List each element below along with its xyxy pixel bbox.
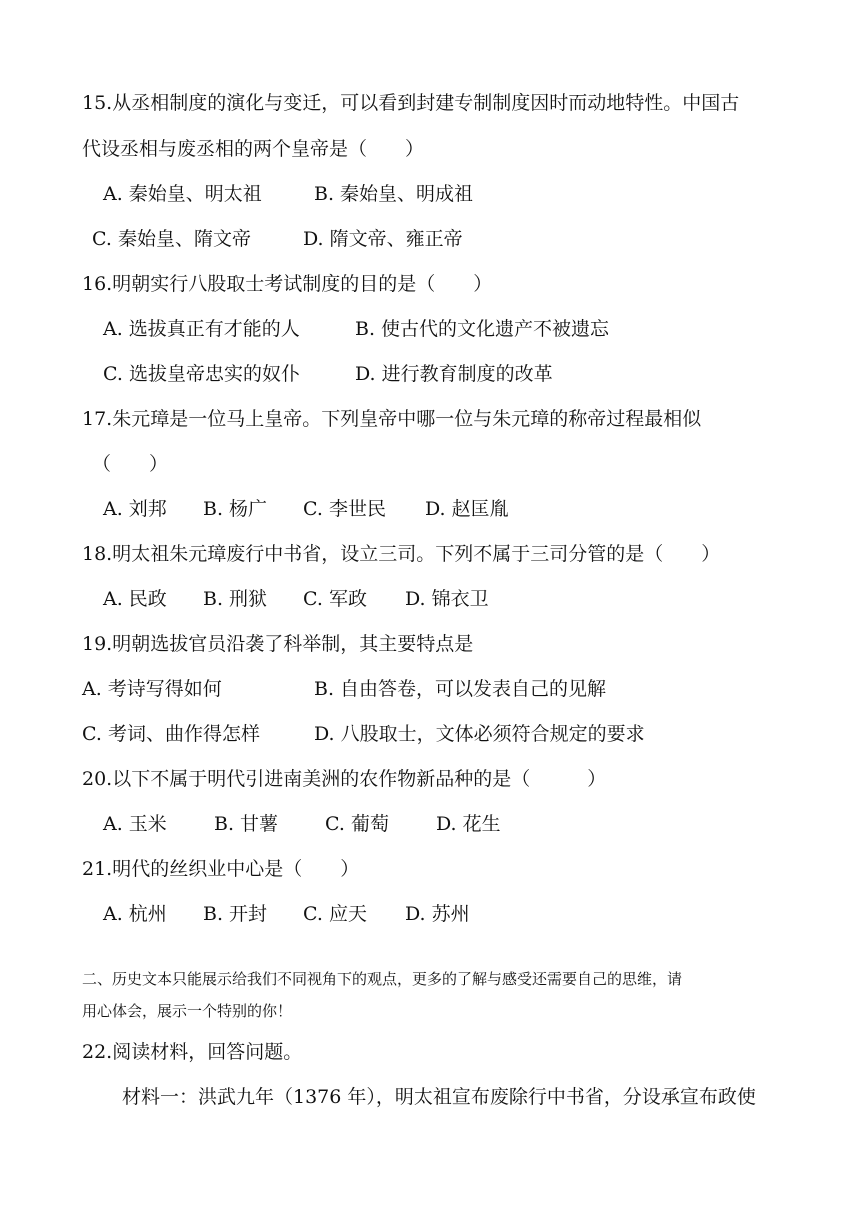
- question-17-stem-line-1: 17.朱元璋是一位马上皇帝。下列皇帝中哪一位与朱元璋的称帝过程最相似: [82, 408, 702, 430]
- question-20-stem: 20.以下不属于明代引进南美洲的农作物新品种的是（ ）: [82, 768, 607, 790]
- question-18-option-b: B. 刑狱: [203, 588, 268, 610]
- question-17-option-a: A. 刘邦: [103, 498, 167, 520]
- question-16-option-c: C. 选拔皇帝忠实的奴仆: [103, 363, 300, 385]
- question-15-option-b: B. 秦始皇、明成祖: [314, 183, 474, 205]
- question-18-option-d: D. 锦衣卫: [405, 588, 489, 610]
- question-16-option-a: A. 选拔真正有才能的人: [103, 318, 300, 340]
- question-21-option-d: D. 苏州: [405, 903, 470, 925]
- question-18-stem: 18.明太祖朱元璋废行中书省，设立三司。下列不属于三司分管的是（ ）: [82, 543, 721, 565]
- question-15-stem-line-2: 代设丞相与废丞相的两个皇帝是（ ）: [82, 138, 425, 160]
- question-18-option-c: C. 军政: [303, 588, 367, 610]
- question-20-option-a: A. 玉米: [103, 813, 167, 835]
- question-19-option-b: B. 自由答卷，可以发表自己的见解: [314, 678, 607, 700]
- question-19-option-c: C. 考词、曲作得怎样: [82, 723, 260, 745]
- question-21-option-c: C. 应天: [303, 903, 367, 925]
- question-19-option-d: D. 八股取士，文体必须符合规定的要求: [314, 723, 645, 745]
- question-17-option-c: C. 李世民: [303, 498, 386, 520]
- question-15-option-c: C. 秦始皇、隋文帝: [92, 228, 251, 250]
- question-15-option-a: A. 秦始皇、明太祖: [103, 183, 262, 205]
- question-20-option-b: B. 甘薯: [214, 813, 279, 835]
- question-20-option-d: D. 花生: [436, 813, 501, 835]
- question-22-title: 22.阅读材料，回答问题。: [82, 1041, 303, 1063]
- question-19-stem: 19.明朝选拔官员沿袭了科举制，其主要特点是: [82, 633, 474, 655]
- question-16-option-d: D. 进行教育制度的改革: [355, 363, 553, 385]
- question-17-option-d: D. 赵匡胤: [425, 498, 509, 520]
- question-19-option-a: A. 考诗写得如何: [82, 678, 222, 700]
- question-21-stem: 21.明代的丝织业中心是（ ）: [82, 858, 360, 880]
- question-16-option-b: B. 使古代的文化遗产不被遗忘: [355, 318, 610, 340]
- section-2-intro-line-1: 二、历史文本只能展示给我们不同视角下的观点，更多的了解与感受还需要自己的思维，请: [82, 970, 683, 988]
- question-16-stem: 16.明朝实行八股取士考试制度的目的是（ ）: [82, 273, 493, 295]
- question-22-material-1: 材料一：洪武九年（1376 年），明太祖宣布废除行中书省，分设承宣布政使: [122, 1086, 756, 1108]
- question-17-option-b: B. 杨广: [203, 498, 268, 520]
- question-17-stem-line-2: （ ）: [92, 453, 169, 475]
- question-18-option-a: A. 民政: [103, 588, 167, 610]
- question-15-stem-line-1: 15.从丞相制度的演化与变迁，可以看到封建专制制度因时而动地特性。中国古: [82, 92, 740, 114]
- section-2-intro-line-2: 用心体会，展示一个特别的你！: [82, 1002, 293, 1020]
- question-15-option-d: D. 隋文帝、雍正帝: [303, 228, 463, 250]
- question-21-option-a: A. 杭州: [103, 903, 167, 925]
- question-21-option-b: B. 开封: [203, 903, 268, 925]
- question-20-option-c: C. 葡萄: [325, 813, 389, 835]
